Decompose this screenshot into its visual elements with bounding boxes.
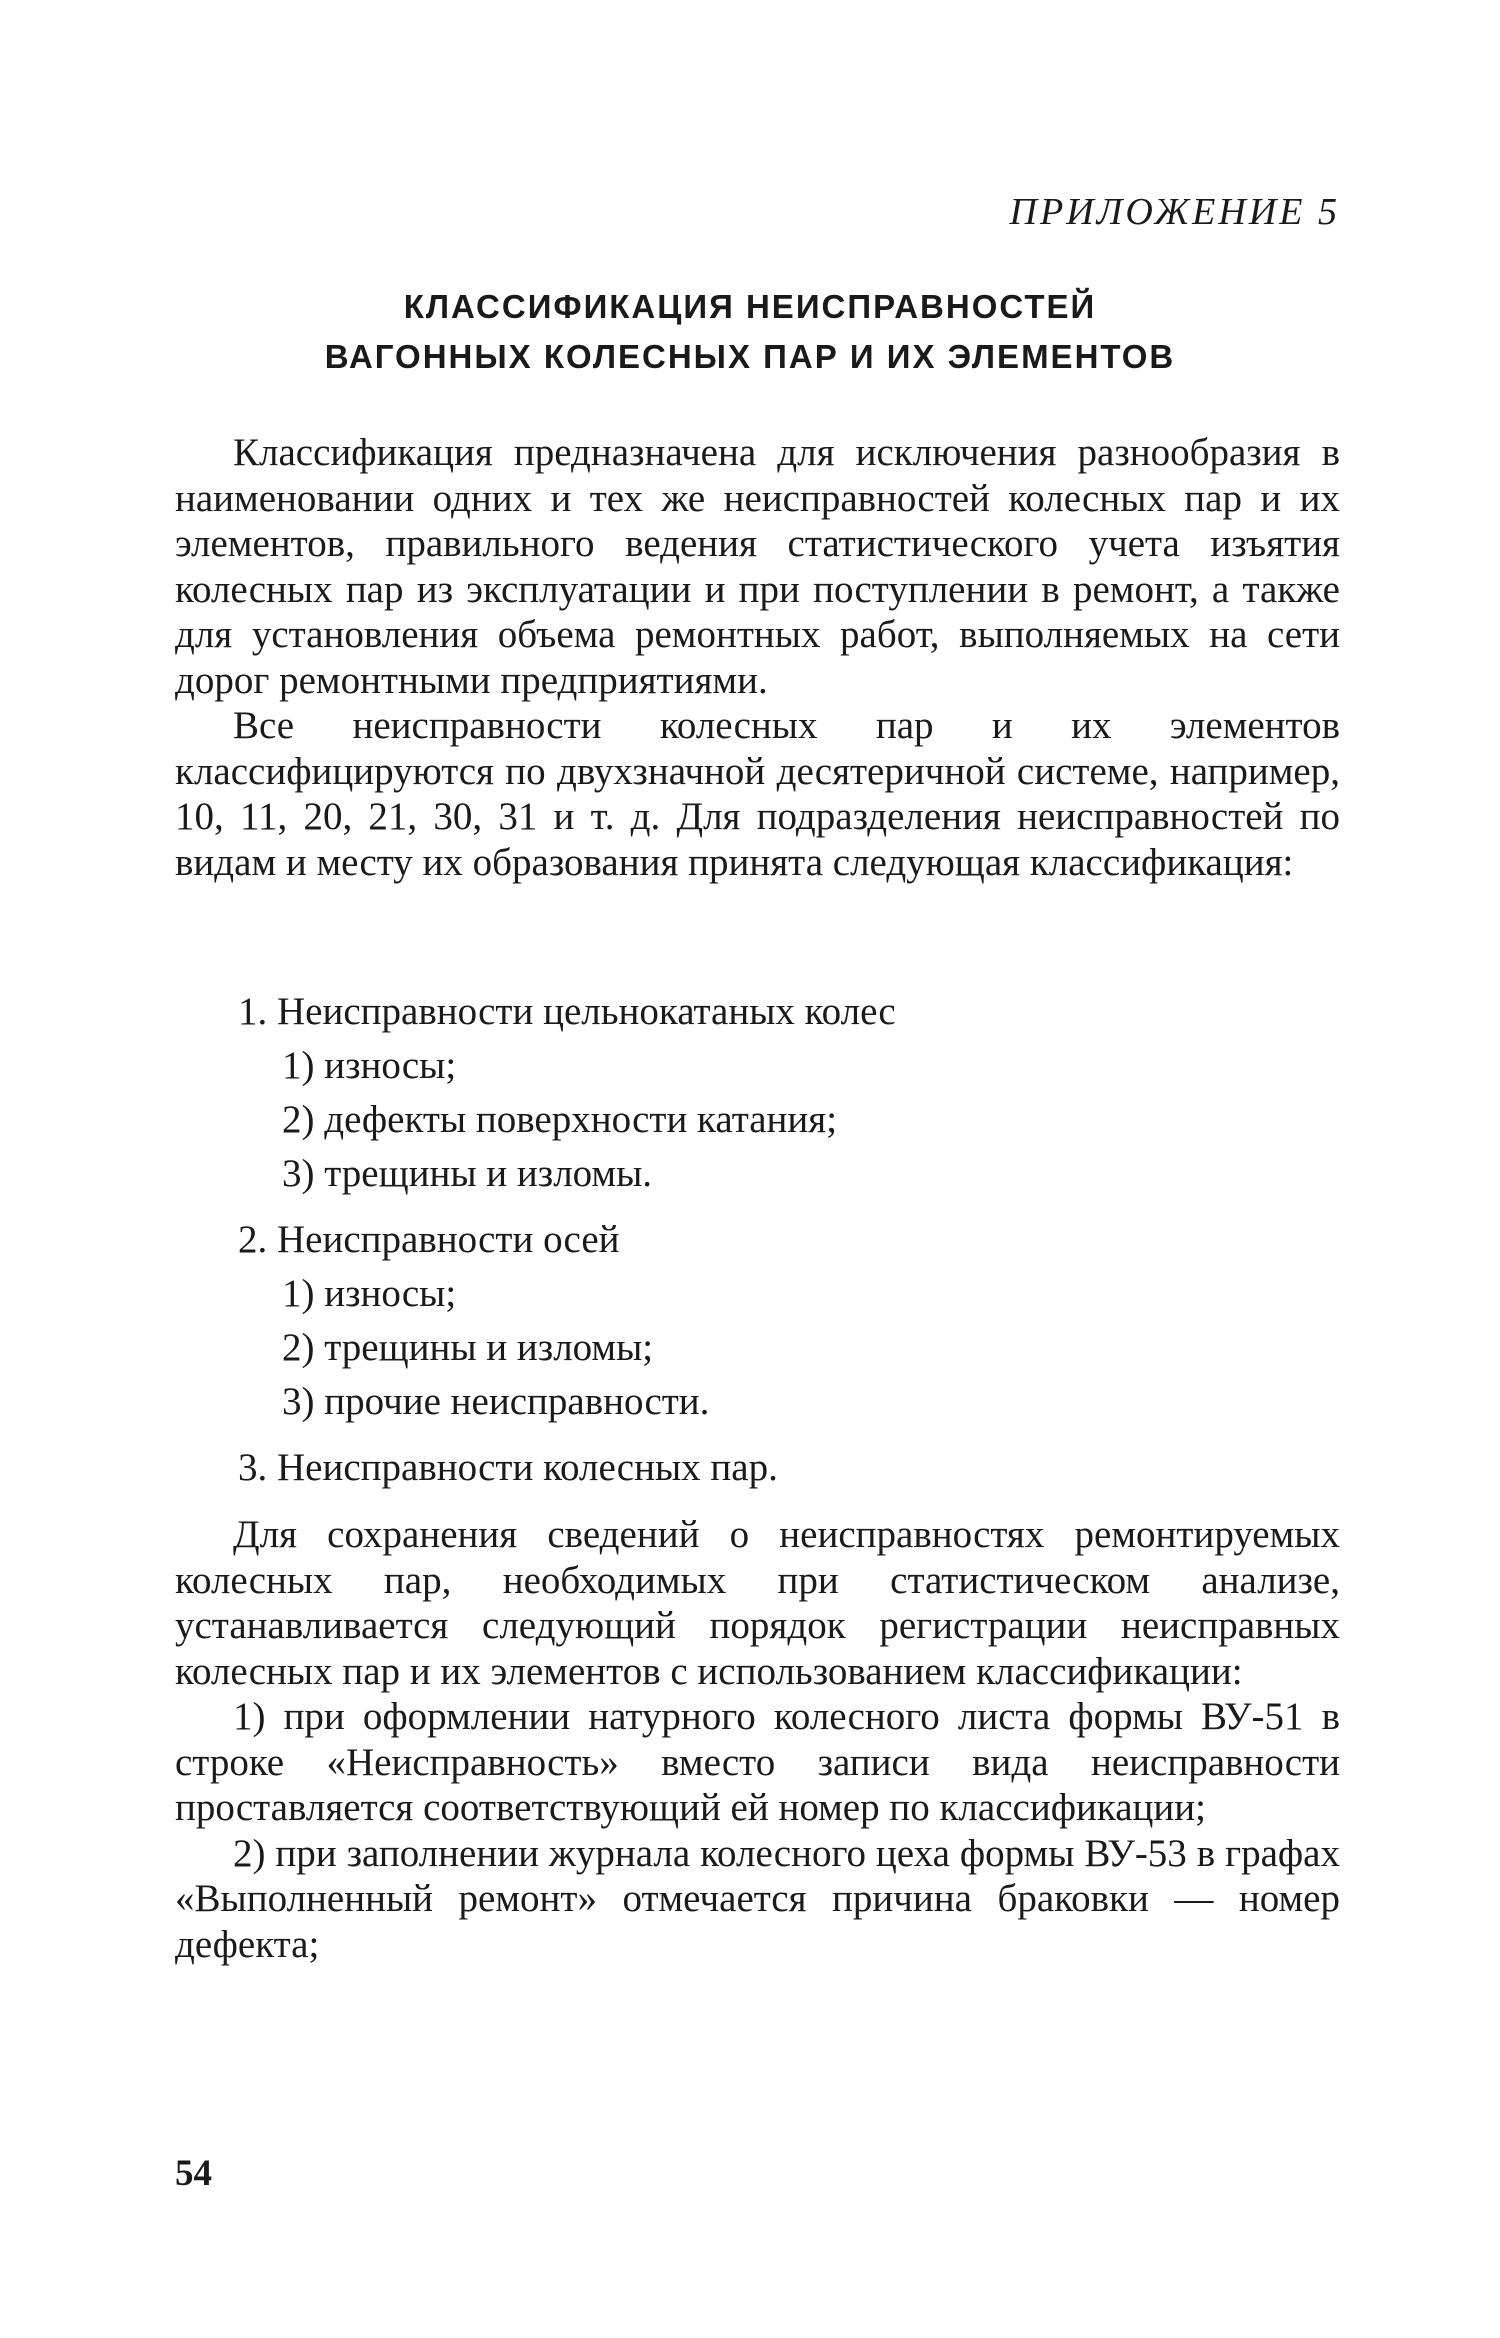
document-title xyxy=(160,282,1340,382)
classification-item: 1) износы; xyxy=(282,1044,457,1087)
classification-item: 2) дефекты поверхности катания; xyxy=(282,1098,838,1141)
registration-paragraph-step-2: 2) при заполнении журнала колесного цеха формы ВУ-53 в графах «Выполненный ремонт» отмечается причина браковки — номер дефекта; xyxy=(175,1831,1340,1966)
classification-group-wheelsets xyxy=(238,1441,1338,1495)
classification-group-axles xyxy=(238,1213,1338,1429)
intro-section xyxy=(175,430,1340,885)
classification-list xyxy=(238,985,1338,1495)
title-line-1: КЛАССИФИКАЦИЯ НЕИСПРАВНОСТЕЙ xyxy=(403,288,1097,325)
registration-paragraph-step-1: 1) при оформлении натурного колесного листа формы ВУ-51 в строке «Неисправность» вместо записи вида неисправности проставляется соответствующий ей номер по классификации; xyxy=(175,1695,1340,1829)
registration-section xyxy=(175,1512,1340,1967)
classification-heading: 1. Неисправности цельнокатаных колес xyxy=(238,990,896,1033)
intro-paragraph-system: Все неисправности колесных пар и их элементов классифицируются по двухзначной десятеричной системе, например, 10, 11, 20, 21, 30, 31 и т. д. Для подразделения неисправностей по видам и месту их образования принята следующая классификация: xyxy=(175,704,1340,884)
classification-heading: 3. Неисправности колесных пар. xyxy=(238,1446,778,1489)
classification-item: 1) износы; xyxy=(282,1272,457,1315)
classification-item: 3) прочие неисправности. xyxy=(282,1380,710,1423)
intro-paragraph-purpose: Классификация предназначена для исключения разнообразия в наименовании одних и тех же неисправностей колесных пар и их элементов, правильного ведения статистического учета изъятия колесных пар из эксплуатации и при поступлении в ремонт, а также для установления объема ремонтных работ, выполняемых на сети дорог ремонтными предприятиями. xyxy=(175,431,1340,702)
registration-paragraph-intro: Для сохранения сведений о неисправностях ремонтируемых колесных пар, необходимых при статистическом анализе, устанавливается следующий порядок регистрации неисправных колесных пар и их элементов с использованием классификации: xyxy=(175,1513,1340,1693)
classification-item: 2) трещины и изломы; xyxy=(282,1326,654,1369)
title-line-2: ВАГОННЫХ КОЛЕСНЫХ ПАР И ИХ ЭЛЕМЕНТОВ xyxy=(324,338,1176,375)
appendix-label: ПРИЛОЖЕНИЕ 5 xyxy=(1009,191,1340,233)
classification-group-wheels xyxy=(238,985,1338,1201)
page-number: 54 xyxy=(175,2153,212,2194)
classification-heading: 2. Неисправности осей xyxy=(238,1218,620,1261)
classification-item: 3) трещины и изломы. xyxy=(282,1152,653,1195)
